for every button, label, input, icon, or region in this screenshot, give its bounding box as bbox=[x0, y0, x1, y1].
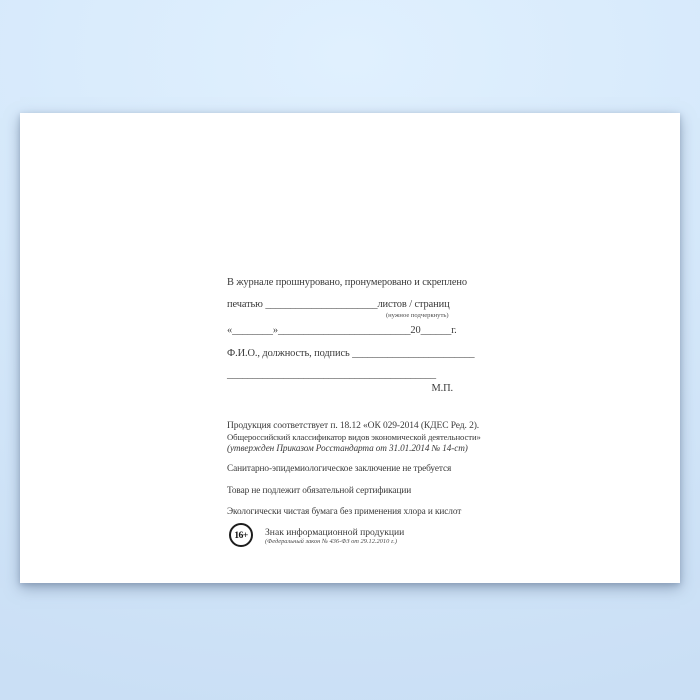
age-rating-label: 16+ bbox=[234, 529, 248, 541]
eco-paper-statement: Экологически чистая бумага без применения хлора и кислот bbox=[227, 507, 462, 517]
info-sign-law-reference: (Федеральный закон № 436-ФЗ от 29.12.2010 г.) bbox=[265, 538, 398, 545]
compliance-paragraph-line3: (утвержден Приказом Росстандарта от 31.01.2014 № 14-ст) bbox=[227, 443, 468, 453]
sanitary-statement: Санитарно-эпидемиологическое заключение не требуется bbox=[227, 464, 452, 474]
info-sign-text bbox=[265, 523, 404, 545]
journal-back-page bbox=[20, 113, 680, 583]
compliance-paragraph-line2: Общероссийский классификатор видов экономической деятельности» bbox=[227, 432, 481, 442]
certify-statement-line: В журнале прошнуровано, пронумеровано и скреплено bbox=[227, 277, 467, 288]
no-certification-statement: Товар не подлежит обязательной сертификации bbox=[227, 486, 412, 496]
sheets-blank-line: ______________________ bbox=[265, 299, 378, 310]
seal-sheets-line bbox=[227, 299, 450, 319]
stamp-place-label: М.П. bbox=[431, 383, 453, 394]
compliance-paragraph-line1: Продукция соответствует п. 18.12 «ОК 029-2014 (КДЕС Ред. 2). bbox=[227, 421, 480, 431]
date-blank-line: «________»__________________________20______г. bbox=[227, 325, 457, 336]
age-rating-row bbox=[229, 523, 404, 547]
info-sign-title: Знак информационной продукции bbox=[265, 527, 405, 538]
underline-as-needed-note: (нужное подчеркнуть) bbox=[385, 311, 449, 319]
sheets-pages-label: листов / страниц bbox=[377, 299, 450, 310]
age-rating-16plus-icon bbox=[229, 523, 253, 547]
signature-blank-line: _________________________________________ bbox=[227, 369, 436, 380]
seal-prefix: печатью bbox=[227, 299, 266, 310]
name-position-signature-line: Ф.И.О., должность, подпись ________________________ bbox=[227, 348, 475, 359]
